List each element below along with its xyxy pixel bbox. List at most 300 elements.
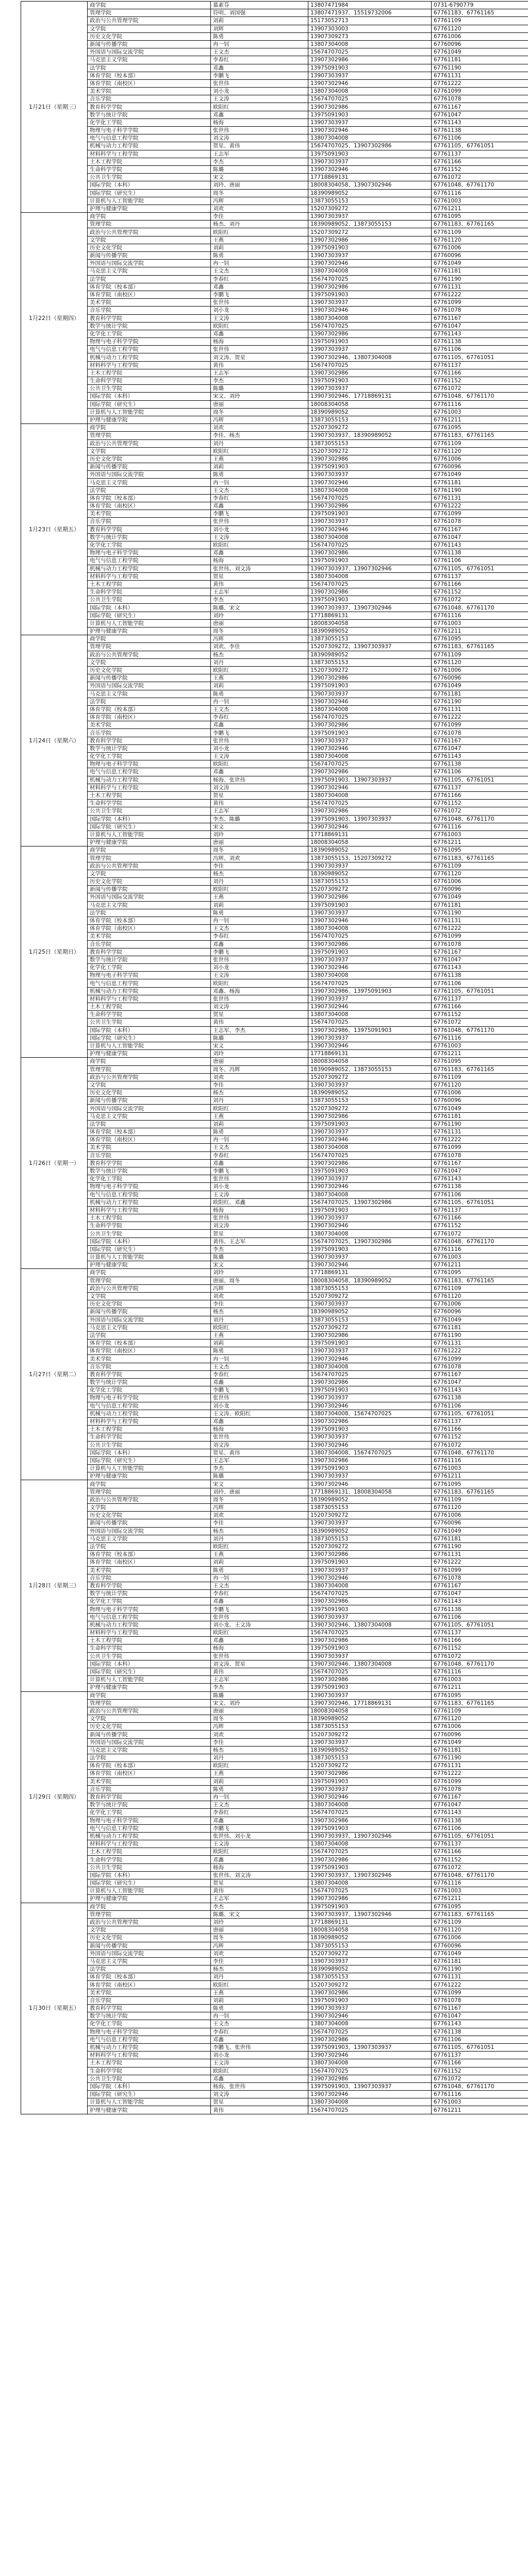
college-cell: 计算机与人工智能学院: [88, 197, 211, 205]
name-cell: 冯辉: [211, 1504, 308, 1512]
table-row: [21, 1159, 528, 1167]
name-cell: 唐丽: [211, 1058, 308, 1065]
name-cell: 周冬: [211, 1496, 308, 1503]
mobile-cell: 15674707025: [308, 2106, 432, 2114]
table-row: [21, 674, 528, 682]
college-cell: 新闻与传播学院: [88, 40, 211, 48]
college-cell: 外国语与国际交流学院: [88, 260, 211, 267]
name-cell: 张世伟、刘文涛: [211, 1871, 308, 1879]
name-cell: 李鹏飞: [211, 72, 308, 79]
table-row: [21, 1308, 528, 1316]
mobile-cell: 15207309272: [308, 666, 432, 674]
table-row: [21, 1519, 528, 1527]
name-cell: 刘文涛: [211, 2091, 308, 2098]
table-row: [21, 1394, 528, 1402]
name-cell: 王燕: [211, 1551, 308, 1558]
college-cell: 管理学院: [88, 221, 211, 228]
office-phone-cell: 67761006: [432, 32, 528, 40]
office-phone-cell: 67761211: [432, 1261, 528, 1269]
office-phone-cell: 67761078: [432, 95, 528, 103]
name-cell: 杨海: [211, 1863, 308, 1871]
table-row: [21, 1965, 528, 1973]
table-row: [21, 2098, 528, 2106]
mobile-cell: 15207309272: [308, 886, 432, 893]
college-cell: 音乐学院: [88, 729, 211, 737]
office-phone-cell: 67761138: [432, 1183, 528, 1191]
college-cell: 教育科学学院: [88, 948, 211, 956]
office-phone-cell: 67761116: [432, 1456, 528, 1464]
college-cell: 政治与公共管理学院: [88, 651, 211, 658]
name-cell: 刘辉: [211, 25, 308, 32]
table-row: [21, 854, 528, 862]
mobile-cell: 13907302946: [308, 1355, 432, 1363]
mobile-cell: 13907303937: [308, 518, 432, 526]
office-phone-cell: 67761131: [432, 1762, 528, 1770]
office-phone-cell: 67761049: [432, 1950, 528, 1957]
name-cell: 冉一钊: [211, 2012, 308, 2020]
name-cell: 欧阳红: [211, 1543, 308, 1550]
name-cell: 刘玲: [211, 1918, 308, 1926]
office-phone-cell: 67761152: [432, 1011, 528, 1019]
name-cell: 邓鑫: [211, 502, 308, 510]
mobile-cell: 13807304008: [308, 1011, 432, 1019]
mobile-cell: 15674707025: [308, 1809, 432, 1817]
table-row: [21, 1652, 528, 1660]
name-cell: 贺星: [211, 1879, 308, 1887]
table-row: [21, 596, 528, 604]
college-cell: 体育学院（南校区）: [88, 714, 211, 721]
mobile-cell: 13907302946: [308, 1136, 432, 1144]
name-cell: 冯辉、刘欢: [211, 854, 308, 862]
table-row: [21, 1887, 528, 1895]
name-cell: 刘丹: [211, 439, 308, 447]
office-phone-cell: 67761166: [432, 1214, 528, 1222]
mobile-cell: 18390989052: [308, 870, 432, 877]
name-cell: 刘小龙、王文涛: [211, 1621, 308, 1629]
office-phone-cell: 67761095: [432, 1691, 528, 1699]
table-row: [21, 1370, 528, 1378]
mobile-cell: 18390989052: [308, 1089, 432, 1097]
college-cell: 化学化工学院: [88, 541, 211, 549]
college-cell: 体育学院（南校区）: [88, 925, 211, 933]
office-phone-cell: 67761095: [432, 1269, 528, 1277]
college-cell: 化学化工学院: [88, 1175, 211, 1183]
office-phone-cell: 67761006: [432, 1089, 528, 1097]
table-row: [21, 1300, 528, 1308]
college-cell: 机械与动力工程学院: [88, 1410, 211, 1417]
name-cell: 周冬: [211, 408, 308, 416]
mobile-cell: 13907303937: [308, 2005, 432, 2012]
college-cell: 机械与动力工程学院: [88, 142, 211, 150]
table-row: [21, 2091, 528, 2098]
mobile-cell: 13907303937: [308, 1519, 432, 1527]
college-cell: 公共卫生学院: [88, 1863, 211, 1871]
table-row: [21, 416, 528, 423]
name-cell: 刘文涛: [211, 1003, 308, 1011]
name-cell: 黄伟、王志军: [211, 1238, 308, 1245]
table-row: [21, 393, 528, 400]
table-row: [21, 1707, 528, 1715]
office-phone-cell: 67761078: [432, 1151, 528, 1159]
mobile-cell: 18390989052、13873055153: [308, 1065, 432, 1073]
office-phone-cell: 67761211: [432, 1050, 528, 1058]
name-cell: 王文涛: [211, 2059, 308, 2067]
table-row: [21, 40, 528, 48]
mobile-cell: 13873055153: [308, 878, 432, 886]
office-phone-cell: 67761131: [432, 494, 528, 502]
college-cell: 政治与公共管理学院: [88, 17, 211, 25]
name-cell: 贺星: [211, 1011, 308, 1019]
office-phone-cell: 67761222: [432, 502, 528, 510]
name-cell: 唐丽: [211, 400, 308, 408]
mobile-cell: 13907303937、18390989052: [308, 432, 432, 439]
mobile-cell: 15674707025: [308, 1590, 432, 1598]
table-row: [21, 549, 528, 557]
college-cell: 土木工程学院: [88, 580, 211, 588]
college-cell: 国际学院（本科）: [88, 1660, 211, 1668]
mobile-cell: 13907302986: [308, 1551, 432, 1558]
office-phone-cell: 67761211: [432, 2106, 528, 2114]
mobile-cell: 13907303937: [308, 1738, 432, 1746]
name-cell: 李春红: [211, 1590, 308, 1598]
name-cell: 刘小龙: [211, 1183, 308, 1191]
office-phone-cell: 67761048、67761170: [432, 181, 528, 189]
office-phone-cell: 67761049: [432, 682, 528, 690]
office-phone-cell: 67761120: [432, 1926, 528, 1934]
name-cell: 邓鑫: [211, 1856, 308, 1863]
office-phone-cell: 67761183、67761165: [432, 432, 528, 439]
name-cell: 杨杰: [211, 1746, 308, 1754]
mobile-cell: 13807304008: [308, 1879, 432, 1887]
name-cell: 邓鑫: [211, 940, 308, 948]
name-cell: 刘文涛: [211, 134, 308, 142]
mobile-cell: 13975091903: [308, 1558, 432, 1566]
table-row: [21, 1441, 528, 1449]
table-row: [21, 2082, 528, 2090]
name-cell: 刘欢、李佳: [211, 643, 308, 651]
mobile-cell: 17718869131: [308, 612, 432, 619]
table-row: [21, 1918, 528, 1926]
mobile-cell: 13907302946: [308, 1441, 432, 1449]
table-row: [21, 635, 528, 643]
table-row: [21, 1191, 528, 1198]
table-row: [21, 1284, 528, 1292]
table-row: [21, 987, 528, 995]
table-row: [21, 995, 528, 1003]
table-row: [21, 1738, 528, 1746]
name-cell: 冉一钊: [211, 260, 308, 267]
mobile-cell: 13807304008: [308, 972, 432, 979]
name-cell: 唐丽: [211, 1707, 308, 1715]
office-phone-cell: 67761099: [432, 1989, 528, 1996]
office-phone-cell: 67761106: [432, 768, 528, 776]
college-cell: 公共卫生学院: [88, 1652, 211, 1660]
college-cell: 教育科学学院: [88, 1582, 211, 1589]
college-cell: 材料科学与工程学院: [88, 572, 211, 580]
table-row: [21, 32, 528, 40]
name-cell: 邓鑫: [211, 64, 308, 72]
mobile-cell: 18390989052: [308, 1934, 432, 1942]
college-cell: 化学化工学院: [88, 1809, 211, 1817]
table-row: [21, 174, 528, 181]
name-cell: 黄伟: [211, 1668, 308, 1675]
name-cell: 陈璐: [211, 1034, 308, 1042]
name-cell: 刘玲: [211, 612, 308, 619]
name-cell: 冯辉: [211, 416, 308, 423]
mobile-cell: 13907302986: [308, 2075, 432, 2082]
date-cell: 1月21日（星期三）: [21, 2, 88, 213]
mobile-cell: 13807304008: [308, 134, 432, 142]
name-cell: 邓鑫: [211, 2075, 308, 2082]
name-cell: 李春红: [211, 1151, 308, 1159]
college-cell: 体育学院（校本部）: [88, 1973, 211, 1981]
table-row: [21, 463, 528, 471]
mobile-cell: 13907303937: [308, 1691, 432, 1699]
table-row: [21, 651, 528, 658]
table-row: [21, 369, 528, 377]
name-cell: 王志军: [211, 1895, 308, 1903]
office-phone-cell: 67761152: [432, 2067, 528, 2075]
table-row: [21, 205, 528, 212]
office-phone-cell: 67761137: [432, 995, 528, 1003]
college-cell: 土木工程学院: [88, 2059, 211, 2067]
office-phone-cell: 67761137: [432, 1206, 528, 1214]
name-cell: 陈勇: [211, 909, 308, 917]
mobile-cell: 13807304008: [308, 267, 432, 275]
college-cell: 电气与信息工程学院: [88, 1824, 211, 1832]
office-phone-cell: 67761138: [432, 127, 528, 134]
office-phone-cell: 67761143: [432, 118, 528, 126]
table-row: [21, 1558, 528, 1566]
table-row: [21, 612, 528, 619]
mobile-cell: 13907303937、13907302946: [308, 604, 432, 612]
mobile-cell: 13907302946、13807304008: [308, 1621, 432, 1629]
college-cell: 音乐学院: [88, 518, 211, 526]
name-cell: 王燕: [211, 1989, 308, 1996]
table-row: [21, 862, 528, 870]
name-cell: 李鹏飞、张世伟: [211, 2043, 308, 2051]
mobile-cell: 13907302986: [308, 768, 432, 776]
mobile-cell: 13907302946: [308, 698, 432, 705]
table-row: [21, 79, 528, 87]
table-row: [21, 338, 528, 346]
mobile-cell: 13907302986: [308, 236, 432, 244]
office-phone-cell: 67761131: [432, 1551, 528, 1558]
name-cell: 邓鑫: [211, 1417, 308, 1425]
college-cell: 材料科学与工程学院: [88, 2052, 211, 2059]
college-cell: 马克思主义学院: [88, 1957, 211, 1965]
mobile-cell: 15207309272: [308, 1105, 432, 1112]
name-cell: 李鹏飞: [211, 510, 308, 518]
table-row: [21, 1206, 528, 1214]
office-phone-cell: 67761222: [432, 925, 528, 933]
college-cell: 体育学院（校本部）: [88, 1128, 211, 1136]
mobile-cell: 18390989052: [308, 1715, 432, 1723]
mobile-cell: 13975091903: [308, 1645, 432, 1652]
mobile-cell: 13907302986: [308, 588, 432, 596]
mobile-cell: 13975091903: [308, 1245, 432, 1253]
office-phone-cell: 67761143: [432, 1809, 528, 1817]
mobile-cell: 15674707025: [308, 1019, 432, 1026]
name-cell: 王燕: [211, 893, 308, 901]
mobile-cell: 15207309272、13907303937: [308, 643, 432, 651]
name-cell: 王文涛: [211, 314, 308, 322]
mobile-cell: 13907302986: [308, 1112, 432, 1120]
mobile-cell: 13907303937: [308, 299, 432, 307]
name-cell: 符明、刘国强: [211, 9, 308, 17]
table-row: [21, 252, 528, 260]
table-row: [21, 1136, 528, 1144]
mobile-cell: 13907302986: [308, 893, 432, 901]
name-cell: 王燕: [211, 674, 308, 682]
office-phone-cell: 67761181: [432, 1957, 528, 1965]
name-cell: 陈璐: [211, 1691, 308, 1699]
name-cell: 邓鑫: [211, 283, 308, 291]
date-cell: 1月29日（星期四）: [21, 1691, 88, 1903]
table-row: [21, 377, 528, 385]
name-cell: 李鹏飞: [211, 1824, 308, 1832]
mobile-cell: 15674707025: [308, 494, 432, 502]
mobile-cell: 13907302946: [308, 2091, 432, 2098]
college-cell: 公共卫生学院: [88, 807, 211, 815]
table-row: [21, 400, 528, 408]
name-cell: 欧阳红: [211, 760, 308, 768]
college-cell: 马克思主义学院: [88, 479, 211, 486]
college-cell: 文学院: [88, 1715, 211, 1723]
college-cell: 文学院: [88, 870, 211, 877]
mobile-cell: 13907303937: [308, 1566, 432, 1574]
table-row: [21, 1582, 528, 1589]
name-cell: 周冬: [211, 189, 308, 197]
name-cell: 邓鑫: [211, 1379, 308, 1386]
name-cell: 邓鑫: [211, 549, 308, 557]
office-phone-cell: 67761048、67761170: [432, 1238, 528, 1245]
college-cell: 公共卫生学院: [88, 385, 211, 393]
college-cell: 新闻与传播学院: [88, 1942, 211, 1950]
name-cell: 张世伟: [211, 1652, 308, 1660]
mobile-cell: 15674707025: [308, 1848, 432, 1856]
mobile-cell: 18008304058、18390989052: [308, 1277, 432, 1284]
table-row: [21, 2052, 528, 2059]
college-cell: 护理与健康学院: [88, 1684, 211, 1691]
table-row: [21, 1879, 528, 1887]
name-cell: 邓鑫: [211, 2036, 308, 2043]
college-cell: 数学与统计学院: [88, 111, 211, 118]
mobile-cell: 15674707025: [308, 800, 432, 807]
college-cell: 法学院: [88, 1965, 211, 1973]
college-cell: 电气与信息工程学院: [88, 134, 211, 142]
table-row: [21, 1785, 528, 1793]
mobile-cell: 18008304058、13907302946: [308, 181, 432, 189]
college-cell: 国际学院（本科）: [88, 181, 211, 189]
mobile-cell: 13907303937: [308, 1034, 432, 1042]
college-cell: 护理与健康学院: [88, 1050, 211, 1058]
name-cell: 王文杰: [211, 925, 308, 933]
office-phone-cell: 67761078: [432, 940, 528, 948]
college-cell: 体育学院（南校区）: [88, 291, 211, 298]
mobile-cell: 18390989052: [308, 1527, 432, 1535]
office-phone-cell: 67761152: [432, 1433, 528, 1441]
office-phone-cell: 67761106: [432, 134, 528, 142]
name-cell: 冯辉: [211, 635, 308, 643]
college-cell: 文学院: [88, 236, 211, 244]
office-phone-cell: 67761152: [432, 1645, 528, 1652]
name-cell: 黄伟: [211, 1887, 308, 1895]
mobile-cell: 13907302986: [308, 1598, 432, 1605]
name-cell: 李佳: [211, 1081, 308, 1089]
name-cell: 贺星: [211, 1230, 308, 1238]
table-row: [21, 1777, 528, 1785]
name-cell: 欧阳红: [211, 1981, 308, 1989]
office-phone-cell: 67761006: [432, 244, 528, 251]
name-cell: 邓鑫: [211, 111, 308, 118]
college-cell: 护理与健康学院: [88, 628, 211, 635]
mobile-cell: 13873055153: [308, 1942, 432, 1950]
office-phone-cell: 67761105、67761051: [432, 987, 528, 995]
office-phone-cell: 67761078: [432, 307, 528, 314]
office-phone-cell: 67761166: [432, 1003, 528, 1011]
mobile-cell: 13907302986: [308, 1379, 432, 1386]
office-phone-cell: 67761120: [432, 1292, 528, 1300]
table-row: [21, 565, 528, 572]
college-cell: 物理与电子科学学院: [88, 549, 211, 557]
college-cell: 音乐学院: [88, 1363, 211, 1370]
name-cell: 周冬、冯辉: [211, 1065, 308, 1073]
mobile-cell: 15674707025: [308, 48, 432, 56]
mobile-cell: 13907302986: [308, 1637, 432, 1645]
college-cell: 美术学院: [88, 299, 211, 307]
college-cell: 生命科学学院: [88, 1011, 211, 1019]
date-cell: 1月24日（星期六）: [21, 635, 88, 846]
table-row: [21, 1198, 528, 1206]
mobile-cell: 13907302986: [308, 330, 432, 337]
mobile-cell: 13907302986: [308, 2036, 432, 2043]
name-cell: 张世伟: [211, 518, 308, 526]
office-phone-cell: 67761137: [432, 150, 528, 158]
table-row: [21, 486, 528, 494]
name-cell: 冯辉: [211, 197, 308, 205]
mobile-cell: 13907302946: [308, 79, 432, 87]
college-cell: 美术学院: [88, 1566, 211, 1574]
name-cell: 陈璐、宋文: [211, 1910, 308, 1918]
mobile-cell: 13907302986: [308, 1456, 432, 1464]
office-phone-cell: 67761047: [432, 1801, 528, 1809]
name-cell: 刘玲: [211, 831, 308, 838]
mobile-cell: 13975091903: [308, 729, 432, 737]
name-cell: 刘莉: [211, 1558, 308, 1566]
table-row: [21, 1989, 528, 1996]
office-phone-cell: 67761190: [432, 909, 528, 917]
office-phone-cell: 67761181: [432, 267, 528, 275]
college-cell: 材料科学与工程学院: [88, 1629, 211, 1637]
duty-roster-table: [21, 1, 528, 2114]
college-cell: 物理与电子科学学院: [88, 2028, 211, 2036]
table-row: [21, 385, 528, 393]
table-row: [21, 1699, 528, 1707]
table-row: [21, 1691, 528, 1699]
college-cell: 管理学院: [88, 432, 211, 439]
office-phone-cell: 67761116: [432, 1668, 528, 1675]
table-row: [21, 2, 528, 9]
college-cell: 体育学院（南校区）: [88, 79, 211, 87]
office-phone-cell: 67761105、67761051: [432, 2043, 528, 2051]
college-cell: 土木工程学院: [88, 1848, 211, 1856]
mobile-cell: 13907302946: [308, 1222, 432, 1230]
name-cell: 陈璐: [211, 1472, 308, 1480]
office-phone-cell: 67761138: [432, 338, 528, 346]
office-phone-cell: 67761099: [432, 1355, 528, 1363]
name-cell: 杨杰: [211, 1965, 308, 1973]
